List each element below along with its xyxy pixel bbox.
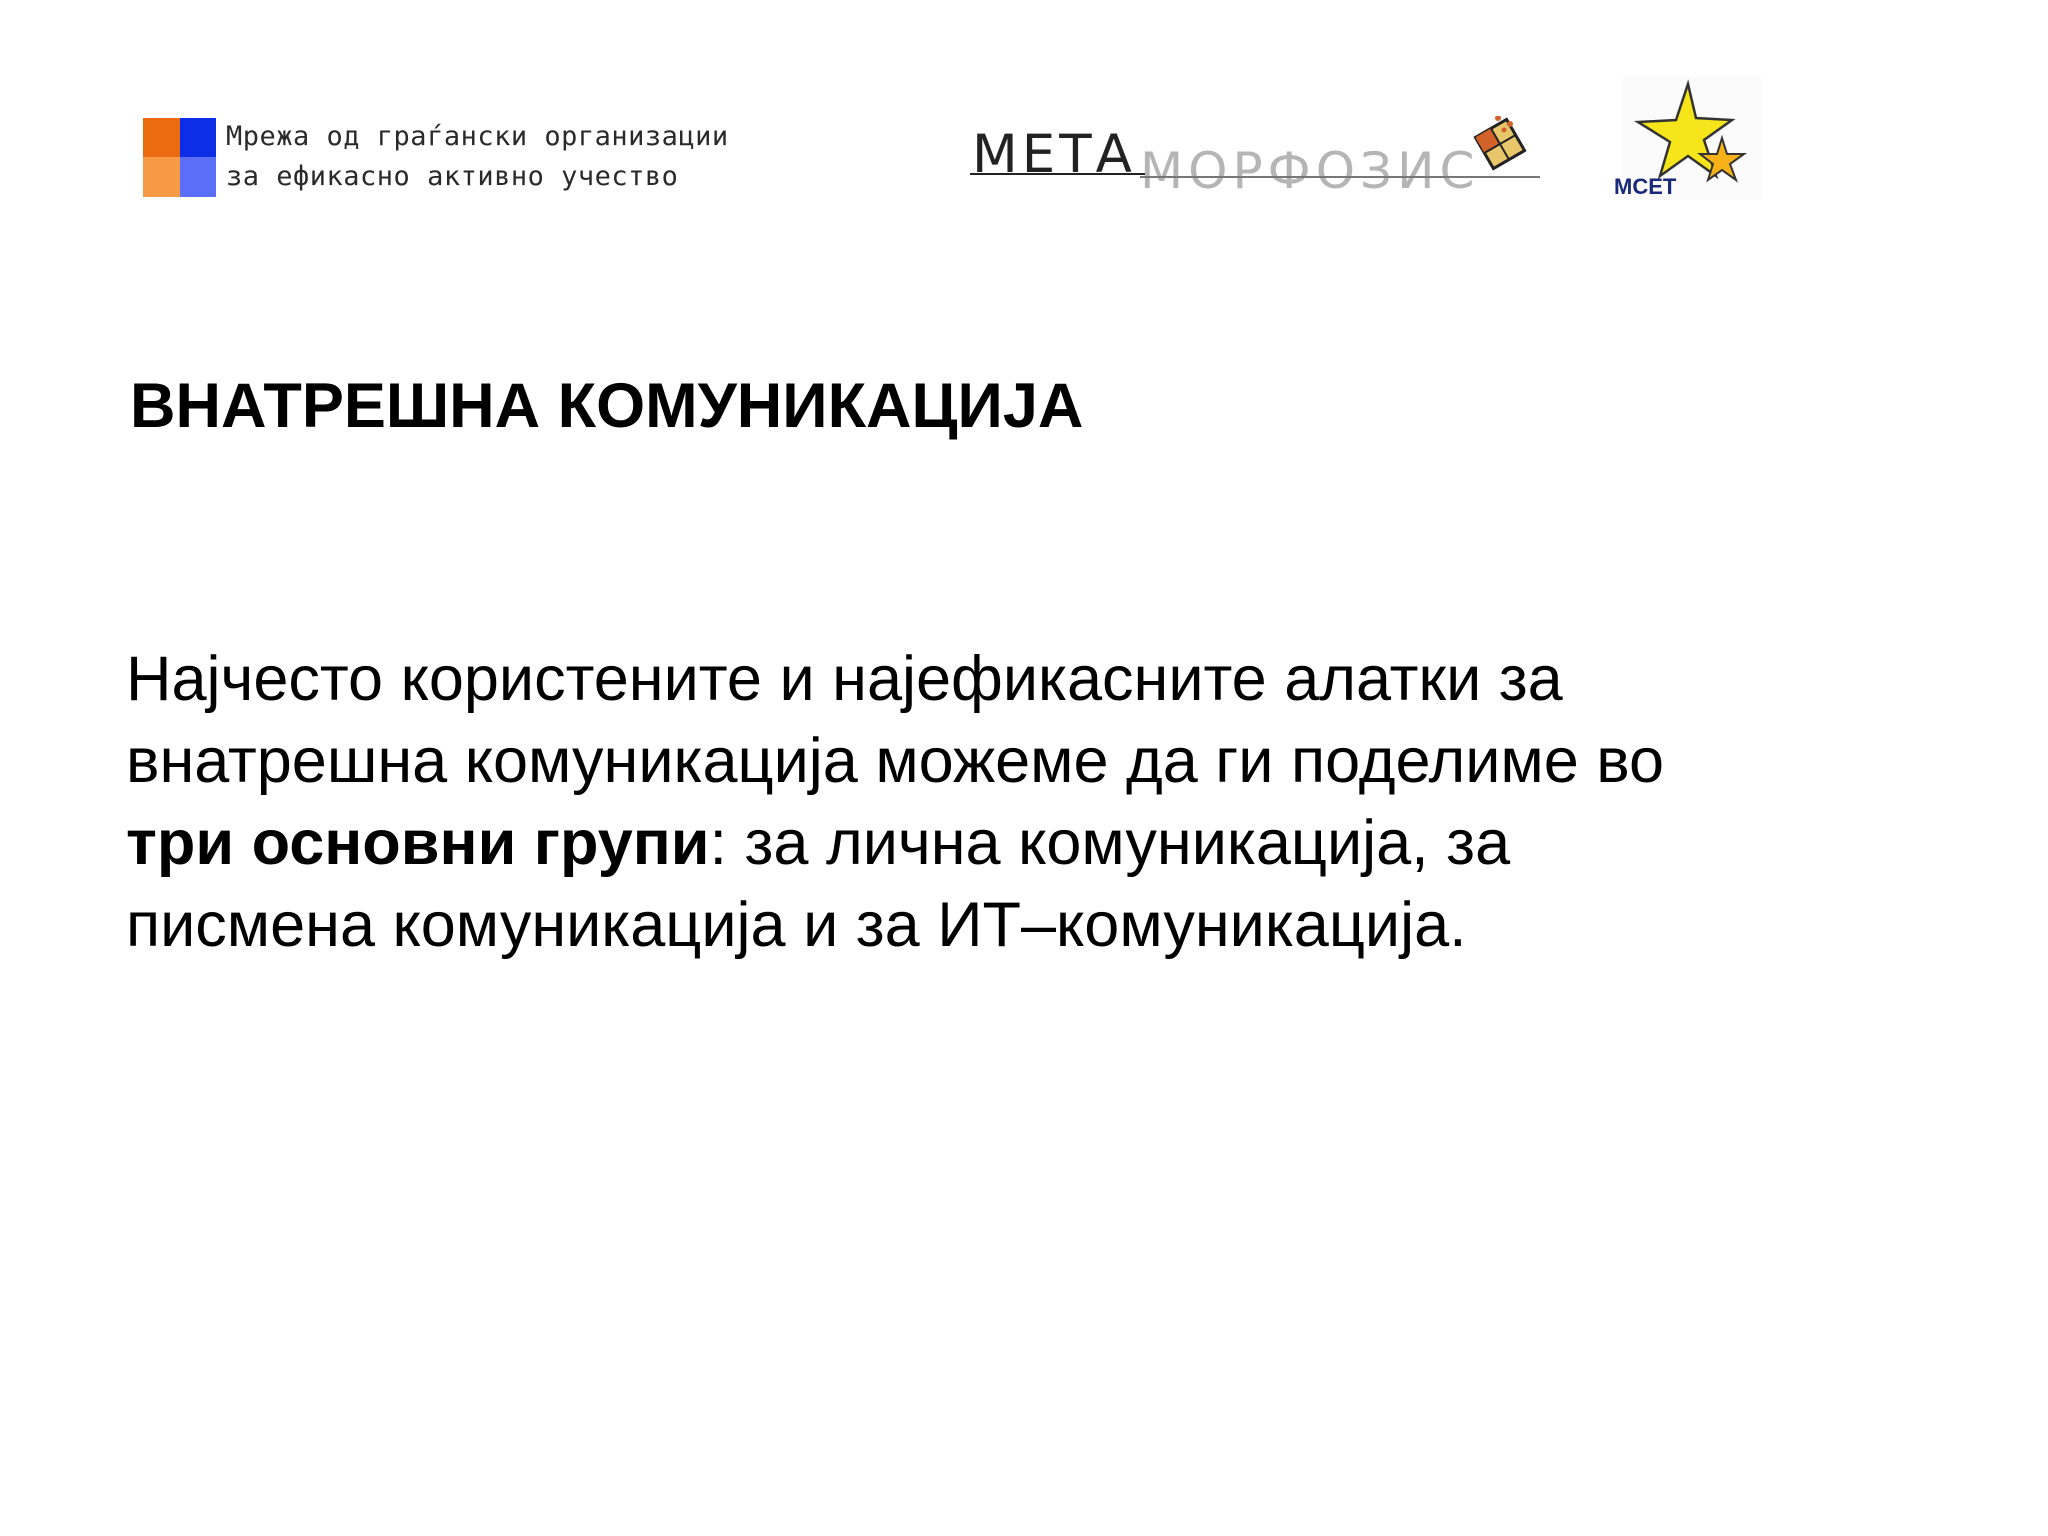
slide-body: [126, 638, 1926, 966]
logo-square-blue: [180, 118, 217, 158]
body-line-1: Најчесто користените и најефикасните алатки за: [126, 644, 1563, 714]
mcet-logo: [1610, 76, 1762, 200]
network-logo-line2: за ефикасно активно учество: [226, 161, 679, 192]
logo-square-light-orange: [143, 157, 180, 197]
body-emphasis: три основни групи: [126, 808, 710, 878]
metamorphosis-cube-icon: [1475, 119, 1524, 168]
logo-square-orange: [143, 118, 180, 158]
slide-title: ВНАТРЕШНА КОМУНИКАЦИЈА: [130, 371, 1084, 441]
body-line-2: внатрешна комуникација можеме да ги поделиме во: [126, 726, 1665, 796]
logo-square-light-blue: [180, 157, 217, 197]
body-line-4: писмена комуникација и за ИТ–комуникација.: [126, 890, 1467, 960]
network-logo: [143, 117, 729, 197]
slide-header: [0, 0, 2048, 220]
network-logo-text: [226, 117, 729, 197]
metamorphosis-logo: [970, 116, 1556, 198]
network-logo-icon: [143, 118, 216, 197]
body-line-3-rest: : за лична комуникација, за: [709, 808, 1511, 878]
mcet-logo-label: МCЕТ: [1614, 174, 1677, 199]
body-line-3: [126, 802, 1926, 884]
metamorphosis-logo-part2: МОРФОЗИС: [1140, 142, 1480, 198]
network-logo-line1: Мрежа од граѓански организации: [226, 121, 729, 152]
metamorphosis-logo-part1: МЕТА: [972, 124, 1136, 185]
